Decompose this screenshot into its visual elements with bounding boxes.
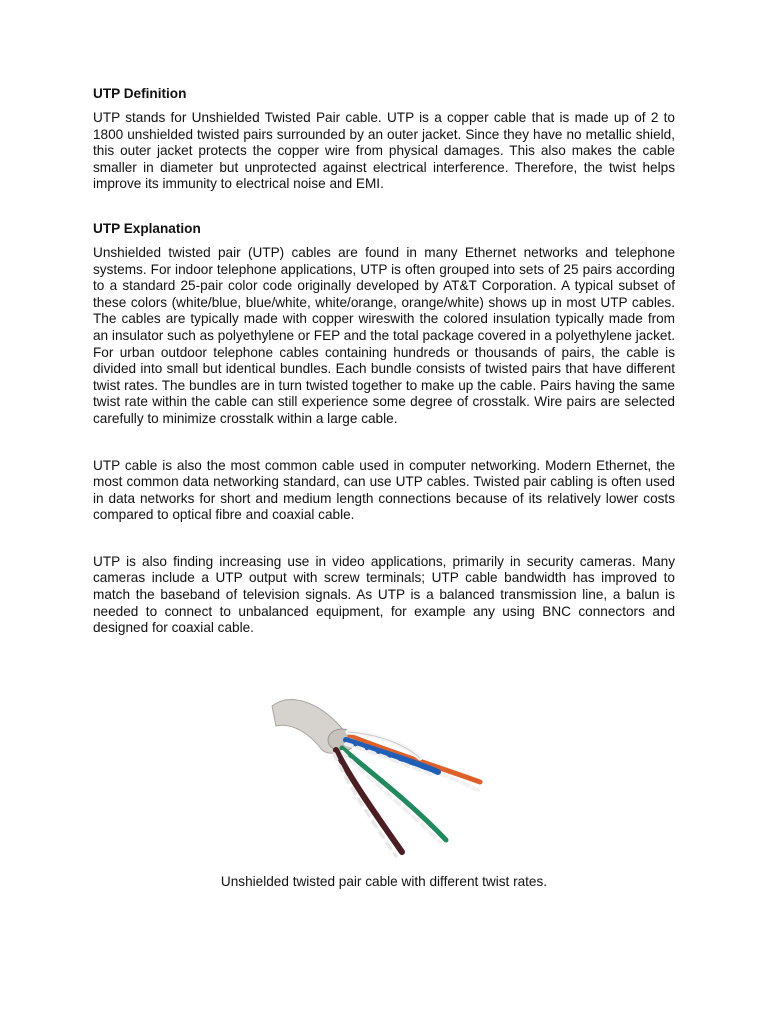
utp-video-paragraph: UTP is also finding increasing use in video applications, primarily in security cameras. Many cameras include a UTP output with screw terminals; UTP cable bandwidth has improved to match the baseband of television signals. As UTP is a balanced transmission line, a balun is needed to connect to unbalanced equipment, for example any using BNC connectors and designed for coaxial cable. — [93, 553, 675, 636]
utp-definition-heading: UTP Definition — [93, 86, 187, 101]
utp-networking-paragraph: UTP cable is also the most common cable used in computer networking. Modern Ethernet, the most common data networking standard, can use UTP cables. Twisted pair cabling is often used in data networks for short and medium length connections because of its relatively lower costs compared to optical fibre and coaxial cable. — [93, 457, 675, 523]
utp-explanation-paragraph-1: Unshielded twisted pair (UTP) cables are found in many Ethernet networks and telephone systems. For indoor telephone applications, UTP is often grouped into sets of 25 pairs according to a standard 25-pair color code originally developed by AT&T Corporation. A typical subset of these colors (white/blue, blue/white, white/orange, orange/white) shows up in most UTP cables. The cables are typically made with copper wireswith the colored insulation typically made from an insulator such as polyethylene or FEP and the total package covered in a polyethylene jacket. For urban outdoor telephone cables containing hundreds or thousands of pairs, the cable is divided into small but identical bundles. Each bundle consists of twisted pairs that have different twist rates. The bundles are in turn twisted together to make up the cable. Pairs having the same twist rate within the cable can still experience some degree of crosstalk. Wire pairs are selected carefully to minimize crosstalk within a large cable. — [93, 244, 675, 426]
document-page — [93, 84, 675, 637]
utp-cable-illustration — [270, 692, 500, 862]
brown-wire — [336, 750, 402, 852]
utp-explanation-heading: UTP Explanation — [93, 220, 201, 236]
figure-caption: Unshielded twisted pair cable with different twist rates. — [220, 874, 548, 889]
utp-cable-figure — [270, 692, 500, 862]
utp-definition-paragraph: UTP stands for Unshielded Twisted Pair cable. UTP is a copper cable that is made up of 2 to 1800 unshielded twisted pairs surrounded by an outer jacket. Since they have no metallic shield, this outer jacket protects the copper wire from physical damages. This also makes the cable smaller in diameter but unprotected against electrical interference. Therefore, the twist helps improve its immunity to electrical noise and EMI. — [93, 110, 675, 192]
